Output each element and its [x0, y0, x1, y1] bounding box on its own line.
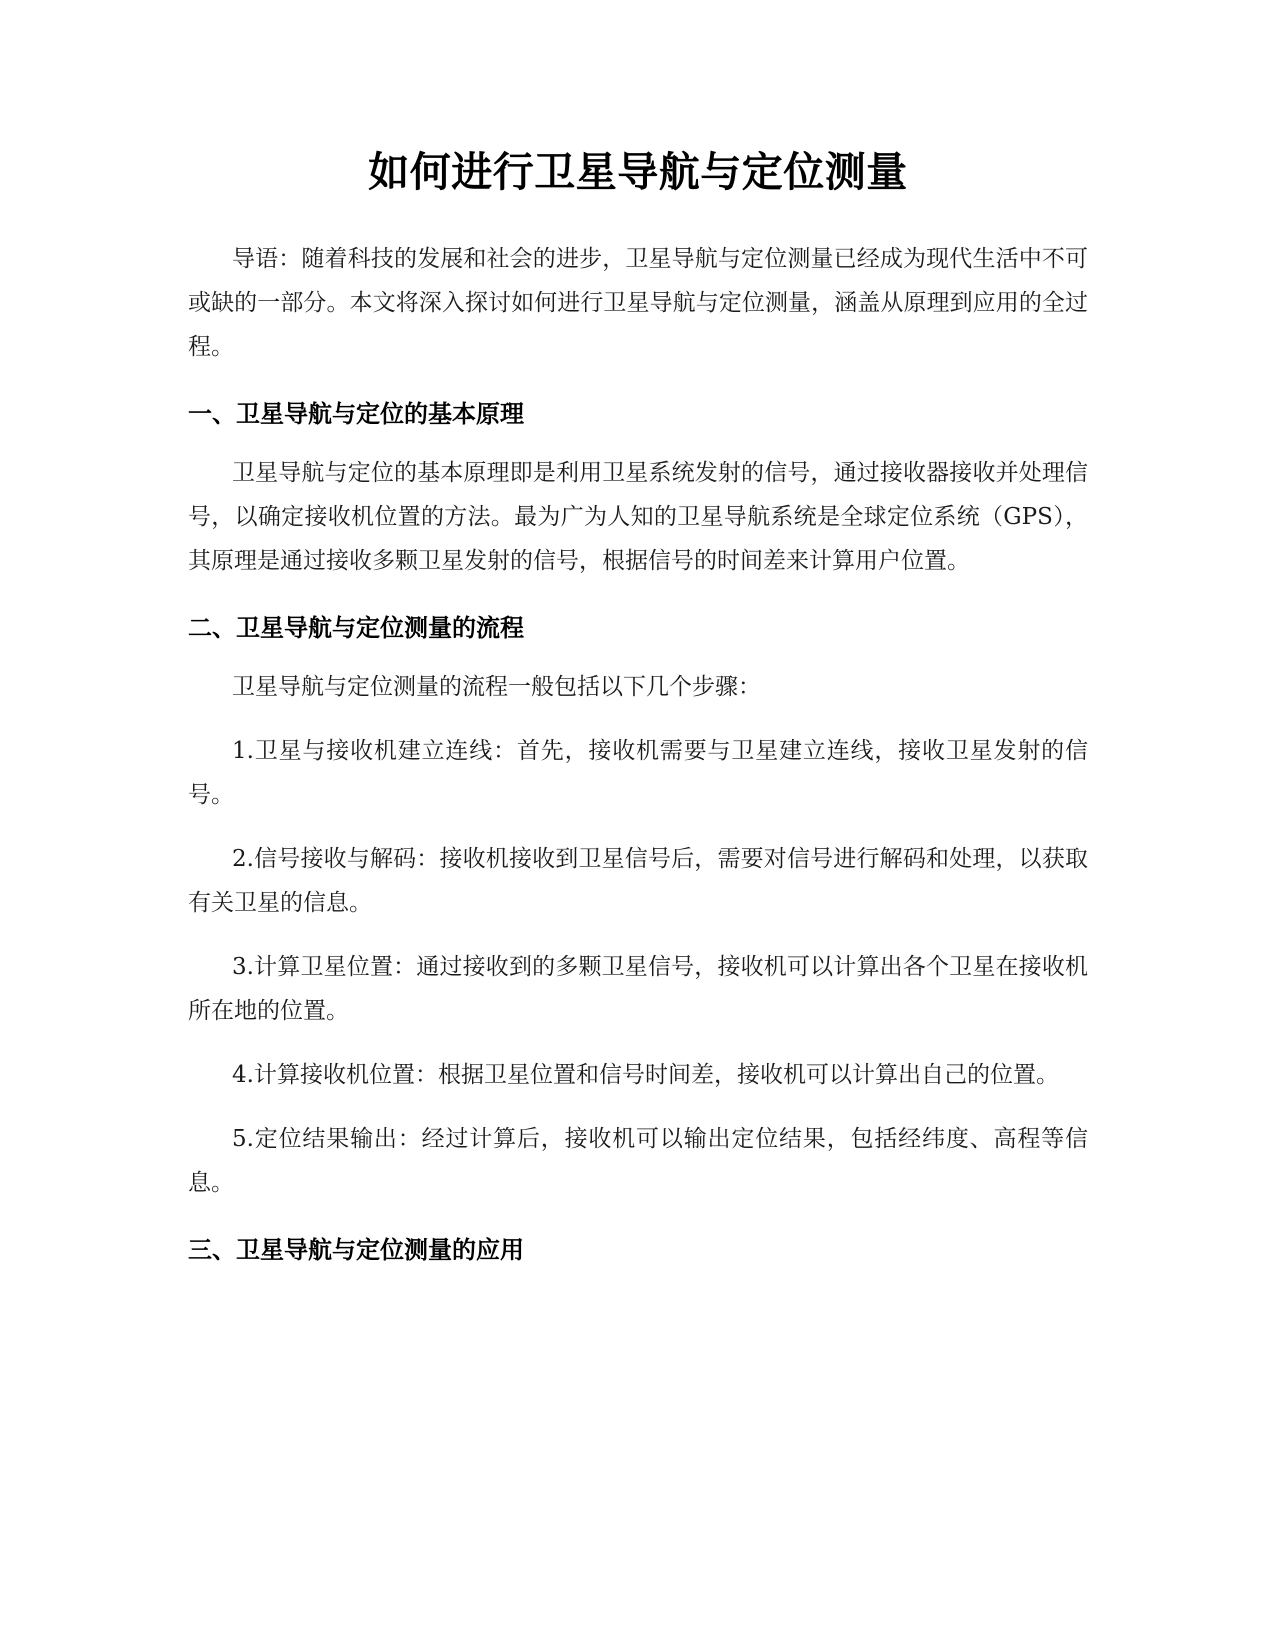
section-heading-applications: 三、卫星导航与定位测量的应用: [188, 1236, 524, 1265]
document-title: 如何进行卫星导航与定位测量: [368, 148, 908, 196]
process-intro-paragraph: 卫星导航与定位测量的流程一般包括以下几个步骤：: [232, 674, 761, 701]
process-step-1: 1.卫星与接收机建立连线：首先，接收机需要与卫星建立连线，接收卫星发射的信号。: [188, 738, 1088, 809]
process-step-4: 4.计算接收机位置：根据卫星位置和信号时间差，接收机可以计算出自己的位置。: [232, 1062, 1059, 1089]
document-body: [188, 148, 1088, 1267]
section-heading-principles: 一、卫星导航与定位的基本原理: [188, 400, 524, 429]
process-step-5: 5.定位结果输出：经过计算后，接收机可以输出定位结果，包括经纬度、高程等信息。: [188, 1126, 1088, 1197]
intro-paragraph: 导语：随着科技的发展和社会的进步，卫星导航与定位测量已经成为现代生活中不可或缺的一部分。本文将深入探讨如何进行卫星导航与定位测量，涵盖从原理到应用的全过程。: [188, 246, 1088, 361]
section-heading-process: 二、卫星导航与定位测量的流程: [188, 614, 524, 643]
process-step-3: 3.计算卫星位置：通过接收到的多颗卫星信号，接收机可以计算出各个卫星在接收机所在地的位置。: [188, 954, 1088, 1025]
process-step-2: 2.信号接收与解码：接收机接收到卫星信号后，需要对信号进行解码和处理，以获取有关卫星的信息。: [188, 846, 1088, 917]
principles-paragraph: 卫星导航与定位的基本原理即是利用卫星系统发射的信号，通过接收器接收并处理信号，以确定接收机位置的方法。最为广为人知的卫星导航系统是全球定位系统（GPS），其原理是通过接收多颗卫星发射的信号，根据信号的时间差来计算用户位置。: [188, 460, 1088, 575]
